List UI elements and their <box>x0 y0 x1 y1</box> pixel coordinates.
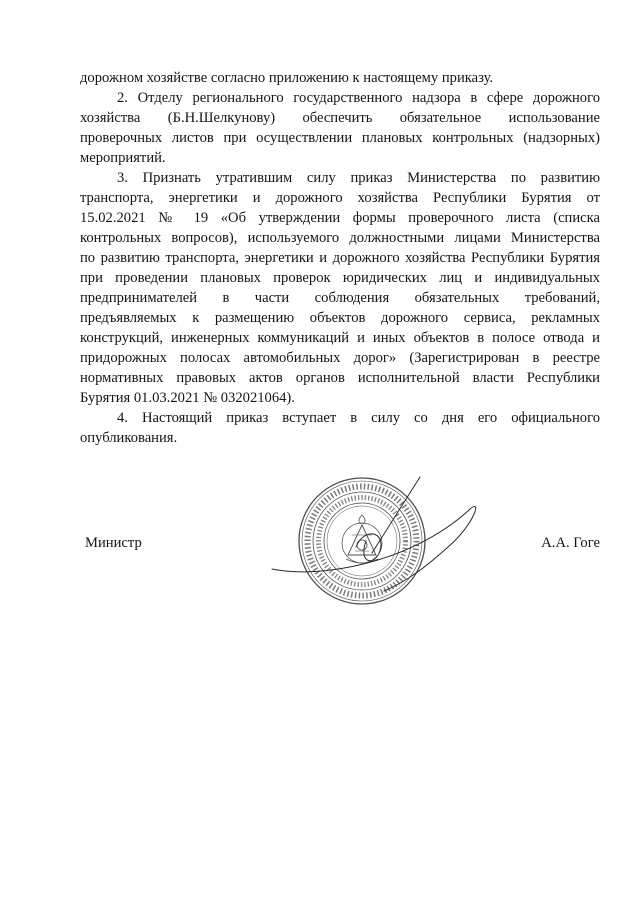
seal-emblem-icon <box>342 515 382 563</box>
seal-inner-ring-thin <box>327 506 397 576</box>
seal-middle-ring <box>313 492 411 590</box>
text-line: контрольных вопросов), используемого должностными лицами Министерства <box>80 230 600 246</box>
text-line: 3. Признать утратившим силу приказ Министерства по развитию <box>117 170 600 186</box>
paragraph-4 <box>80 408 600 448</box>
text-line: мероприятий. <box>80 150 166 166</box>
text-line: предпринимателей в части соблюдения обязательных требований, <box>80 290 600 306</box>
text-line: по развитию транспорта, энергетики и дорожного хозяйства Республики Бурятия <box>80 250 600 266</box>
text-line: 4. Настоящий приказ вступает в силу со дня его официального <box>117 410 600 426</box>
emblem-flame <box>359 515 365 523</box>
paragraph-3 <box>80 168 600 408</box>
seal-inner-ring <box>324 503 400 579</box>
paragraph-2 <box>80 88 600 168</box>
text-line: Бурятия 01.03.2021 № 032021064). <box>80 390 295 406</box>
signature-stroke-curl <box>356 534 381 561</box>
text-line: дорожном хозяйстве согласно приложению к настоящему приказу. <box>80 70 494 86</box>
seal-inner-lettering <box>319 498 406 585</box>
signatory-name: А.А. Гоге <box>541 535 600 551</box>
text-line: 2. Отделу регионального государственного надзора в сфере дорожного <box>117 90 600 106</box>
text-line: при проведении плановых проверок юридических лиц и индивидуальных <box>80 270 600 286</box>
text-line: транспорта, энергетики и дорожного хозяйства Республики Бурятия от <box>80 190 600 206</box>
signatory-position: Министр <box>85 535 142 551</box>
order-body-text <box>80 68 600 448</box>
seal-rings <box>299 478 425 604</box>
official-seal <box>260 465 490 625</box>
paragraph-continuation <box>80 68 600 88</box>
text-line: предъявляемых к размещению объектов дорожного сервиса, рекламных <box>80 310 600 326</box>
text-line: нормативных правовых актов органов исполнительной власти Республики <box>80 370 600 386</box>
text-line: конструкций, инженерных коммуникаций и иных объектов в полосе отвода и <box>80 330 600 346</box>
text-line: 15.02.2021 № 19 «Об утверждении формы проверочного листа (списка <box>80 210 600 226</box>
text-line: проверочных листов при осуществлении плановых контрольных (надзорных) <box>80 130 600 146</box>
text-line: хозяйства (Б.Н.Шелкунову) обеспечить обязательное использование <box>80 110 600 126</box>
text-line: опубликования. <box>80 430 178 446</box>
text-line: придорожных полосах автомобильных дорог» (Зарегистрирован в реестре <box>80 350 600 366</box>
